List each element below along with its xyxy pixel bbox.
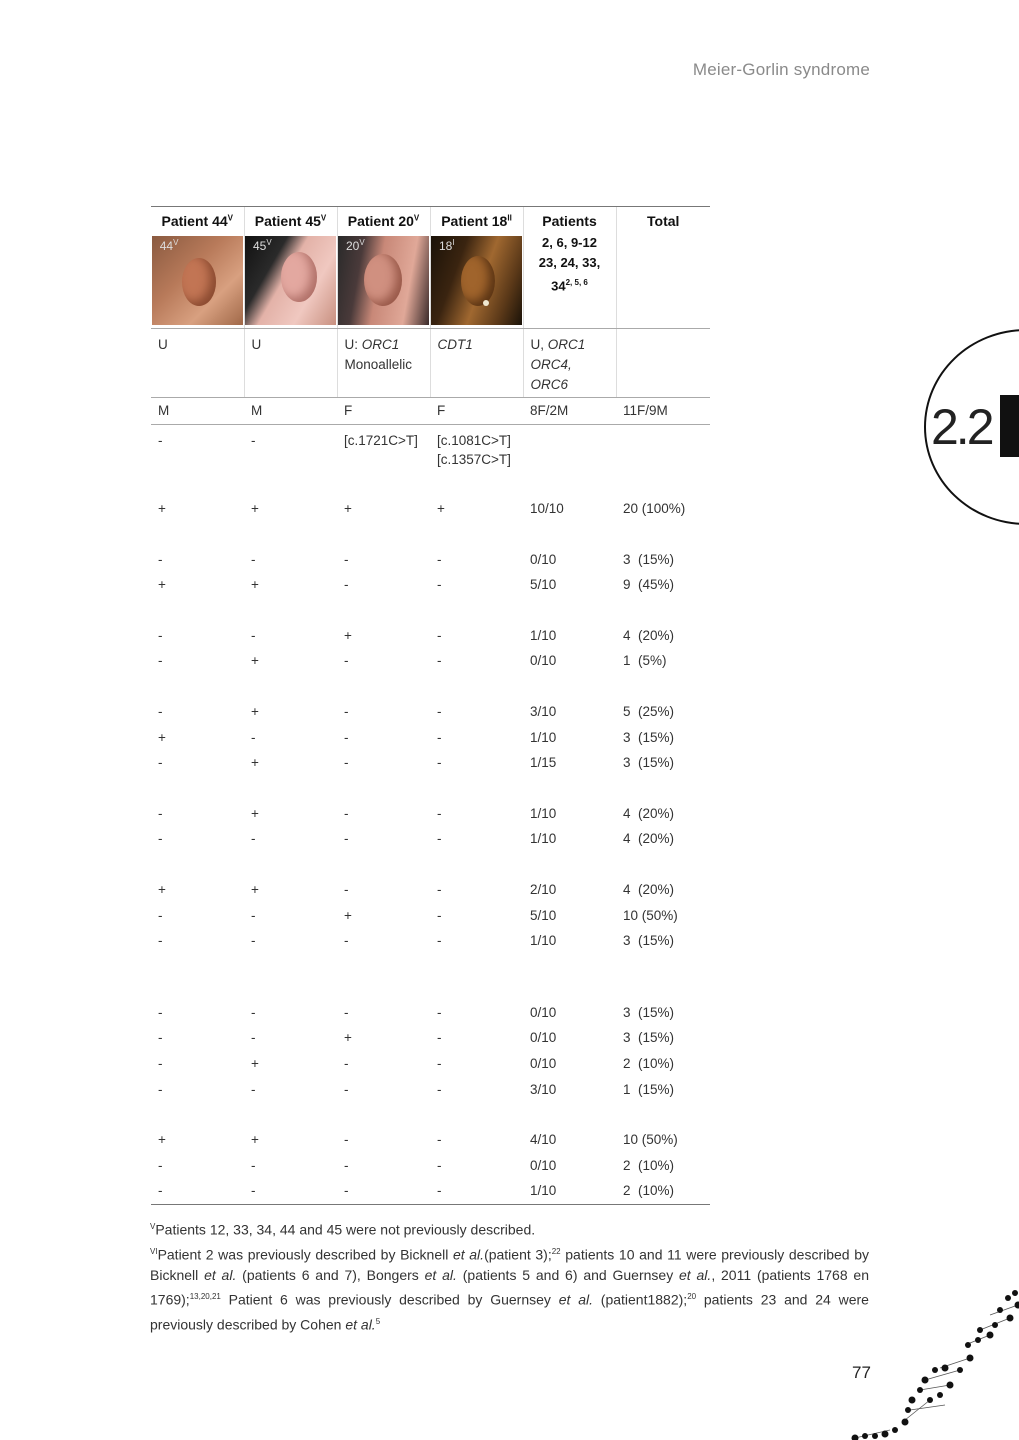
- table-cell: 5 (25%): [623, 703, 675, 719]
- table-cell: 1/10: [530, 627, 557, 643]
- table-cell: -: [158, 1055, 163, 1071]
- header-patient-18: Patient $18^{II}$ $18^I$: [430, 207, 523, 329]
- table-cell: 5/10: [530, 577, 557, 593]
- ear-photo-45: $45^V$: [245, 236, 336, 325]
- table-cell: -: [344, 1157, 349, 1173]
- table-cell: 4 (20%): [623, 805, 675, 821]
- table-cell: +: [344, 501, 352, 516]
- table-cell: 4 (20%): [623, 627, 675, 643]
- table-row: [151, 648, 710, 674]
- group-spacer: [151, 469, 710, 496]
- group-spacer: [151, 852, 710, 877]
- table-cell: -: [344, 755, 349, 771]
- table-cell: +: [251, 577, 259, 593]
- table-cell: +: [158, 577, 166, 593]
- table-cell: +: [158, 501, 166, 516]
- table-cell: -: [344, 805, 349, 821]
- table-row: [151, 1025, 710, 1051]
- header-patients-group: Patients 2, 6, 9-12 23, 24, 33, 34$^{2, 5, 6}$: [523, 207, 616, 329]
- inheritance-row: U U U: ORC1 Monoallelic CDT1 U, ORC1 ORC4, ORC6: [151, 329, 710, 398]
- table-cell: 3 (15%): [623, 1030, 675, 1046]
- table-cell: -: [344, 703, 349, 719]
- table-cell: -: [158, 831, 163, 847]
- table-cell: -: [437, 577, 442, 593]
- table-cell: -: [251, 1004, 256, 1020]
- table-cell: +: [251, 805, 259, 821]
- table-cell: +: [158, 881, 166, 897]
- page-number: 77: [852, 1363, 871, 1382]
- table-cell: -: [437, 1157, 442, 1173]
- table-cell: 0/10: [530, 551, 557, 567]
- patient-table: [151, 206, 710, 1205]
- table-cell: 4 (20%): [623, 831, 675, 847]
- table-row: [151, 1051, 710, 1077]
- table-cell: +: [344, 627, 352, 643]
- table-cell: -: [344, 577, 349, 593]
- table-cell: -: [344, 729, 349, 745]
- table-cell: -: [437, 907, 442, 923]
- group-spacer: [151, 776, 710, 801]
- table-cell: 20 (100%): [623, 501, 686, 516]
- group-spacer: [151, 1102, 710, 1127]
- table-cell: -: [158, 1157, 163, 1173]
- table-cell: +: [158, 729, 166, 745]
- table-cell: -: [437, 831, 442, 847]
- table-cell: 4 (20%): [623, 881, 675, 897]
- table-row: [151, 750, 710, 776]
- header-total: Total: [616, 207, 710, 329]
- ear-photo-18: $18^I$: [431, 236, 522, 325]
- table-cell: -: [437, 933, 442, 949]
- table-row: [151, 572, 710, 598]
- table-cell: -: [437, 805, 442, 821]
- table-cell: +: [251, 1132, 259, 1148]
- table-cell: -: [244, 1178, 337, 1204]
- table-cell: 10/10: [530, 501, 564, 516]
- table-row: [151, 1153, 710, 1179]
- table-cell: -: [251, 627, 256, 643]
- table-cell: -: [437, 703, 442, 719]
- table-cell: -: [437, 1004, 442, 1020]
- table-cell: 0/10: [530, 1157, 557, 1173]
- table-cell: -: [437, 1132, 442, 1148]
- table-cell: 3 (15%): [623, 551, 675, 567]
- mutation-row: - - [c.1721C>T] [c.1081C>T] [c.1357C>T]: [158, 433, 511, 467]
- table-row: [151, 547, 710, 573]
- table-cell: 1 (15%): [623, 1081, 675, 1097]
- table-cell: 3 (15%): [623, 755, 675, 771]
- table-cell: 3 (15%): [623, 933, 675, 949]
- header-patient-44: Patient $44^V$ $44^V$: [151, 207, 244, 329]
- table-cell: -: [251, 831, 256, 847]
- table-cell: 3/10: [530, 1081, 557, 1097]
- table-cell: 3/10: [530, 703, 557, 719]
- table-cell: -: [158, 1030, 163, 1046]
- table-cell: 10 (50%): [623, 1132, 678, 1148]
- table-cell: -: [344, 881, 349, 897]
- table-cell: 1/10: [530, 831, 557, 847]
- table-cell: -: [437, 1081, 442, 1097]
- table-cell: -: [437, 653, 442, 669]
- table-cell: -: [158, 653, 163, 669]
- table-cell: 0/10: [530, 653, 557, 669]
- table-cell: -: [437, 1055, 442, 1071]
- table-cell: -: [158, 1081, 163, 1097]
- table-cell: -: [344, 1004, 349, 1020]
- ear-photo-20: $20^V$: [338, 236, 429, 325]
- table-cell: -: [437, 881, 442, 897]
- sex-row: M M F F 8F/2M 11F/9M: [151, 398, 710, 425]
- table-cell: 2 (10%): [616, 1178, 710, 1204]
- table-cell: -: [251, 907, 256, 923]
- table-cell: -: [437, 1030, 442, 1046]
- table-cell: -: [151, 1178, 244, 1204]
- group-spacer: [151, 954, 710, 1000]
- table-cell: 1 (5%): [623, 653, 667, 669]
- table-cell: 5/10: [530, 907, 557, 923]
- table-cell: +: [344, 907, 352, 923]
- footnotes: [150, 1216, 869, 1336]
- table-cell: 1/15: [530, 755, 557, 771]
- group-spacer: [151, 522, 710, 547]
- group-spacer: [151, 674, 710, 699]
- table-cell: 4/10: [530, 1132, 557, 1148]
- table-cell: -: [344, 1132, 349, 1148]
- table-cell: -: [251, 1081, 256, 1097]
- table-cell: -: [437, 729, 442, 745]
- dna-helix-graphic: [850, 1290, 1019, 1440]
- table-row: [151, 496, 710, 522]
- table-row: [151, 928, 710, 954]
- table-cell: +: [251, 703, 259, 719]
- table-cell: +: [251, 501, 259, 516]
- header-patient-45: Patient $45^V$ $45^V$: [244, 207, 337, 329]
- table-cell: +: [251, 1055, 259, 1071]
- table-cell: -: [158, 755, 163, 771]
- table-cell: -: [430, 1178, 523, 1204]
- table-cell: -: [158, 551, 163, 567]
- group-spacer: [151, 598, 710, 623]
- table-cell: +: [437, 501, 445, 516]
- table-row: [151, 1127, 710, 1153]
- table-cell: 0/10: [530, 1004, 557, 1020]
- table-cell: 3 (15%): [623, 1004, 675, 1020]
- table-cell: -: [251, 729, 256, 745]
- chapter-tab-number: 2.2: [931, 399, 992, 455]
- footnote-v: $^V$Patients 12, 33, 34, 44 and 45 were not previously described.: [150, 1221, 536, 1238]
- table-row: [151, 623, 710, 649]
- table-cell: -: [158, 933, 163, 949]
- table-cell: -: [344, 551, 349, 567]
- table-cell: -: [158, 1004, 163, 1020]
- table-cell: -: [344, 1081, 349, 1097]
- table-cell: -: [251, 1030, 256, 1046]
- table-cell: -: [437, 551, 442, 567]
- table-row: [151, 699, 710, 725]
- ear-photo-44: $44^V$: [152, 236, 243, 325]
- table-row: [151, 903, 710, 929]
- chapter-tab-bar: [1000, 395, 1019, 457]
- table-cell: 1/10: [530, 805, 557, 821]
- table-cell: +: [344, 1030, 352, 1046]
- table-cell: -: [158, 703, 163, 719]
- table-cell: 1/10: [530, 933, 557, 949]
- table-row: [151, 725, 710, 751]
- table-cell: -: [437, 627, 442, 643]
- table-row: [151, 826, 710, 852]
- table-cell: +: [251, 653, 259, 669]
- table-cell: +: [158, 1132, 166, 1148]
- footnote-vi: $^{VI}$Patient 2 was previously described by Bicknell et al.(patient 3);$^{22}$ patients 10 and 11 were previously described by Bicknell et al. (patients 6 and 7), Bongers et al. (patients 5 and 6) and Guernsey et al., 2011 (patients 1768 en 1769);$^{13,20,21}$ Patient 6 was previously described by Guernsey et al. (patient1882);$^{20}$ patients 23 and 24 were previously described by Cohen et al.$^5$: [150, 1246, 870, 1333]
- table-cell: 1/10: [530, 729, 557, 745]
- table-row: [151, 1000, 710, 1026]
- running-head: Meier-Gorlin syndrome: [692, 60, 870, 79]
- table-cell: 2 (10%): [623, 1157, 675, 1173]
- table-cell: +: [251, 881, 259, 897]
- table-cell: -: [251, 933, 256, 949]
- table-cell: 9 (45%): [623, 577, 675, 593]
- table-cell: 0/10: [530, 1030, 557, 1046]
- table-cell: -: [344, 831, 349, 847]
- table-cell: -: [158, 907, 163, 923]
- table-cell: -: [337, 1178, 430, 1204]
- table-row: [151, 877, 710, 903]
- table-cell: 2/10: [530, 881, 557, 897]
- table-cell: -: [344, 933, 349, 949]
- table-cell: 1/10: [523, 1178, 616, 1204]
- table-cell: +: [251, 755, 259, 771]
- table-cell: -: [437, 755, 442, 771]
- table-cell: -: [251, 551, 256, 567]
- table-cell: 10 (50%): [623, 907, 678, 923]
- header-patient-20: Patient $20^V$ $20^V$: [337, 207, 430, 329]
- table-row: [151, 1178, 710, 1204]
- table-row: [151, 801, 710, 827]
- table-cell: -: [344, 1055, 349, 1071]
- table-cell: -: [158, 805, 163, 821]
- table-cell: -: [158, 627, 163, 643]
- table-cell: 0/10: [530, 1055, 557, 1071]
- table-cell: 2 (10%): [623, 1055, 675, 1071]
- table-row: [151, 1077, 710, 1103]
- table-cell: -: [251, 1157, 256, 1173]
- table-cell: -: [344, 653, 349, 669]
- table-cell: 3 (15%): [623, 729, 675, 745]
